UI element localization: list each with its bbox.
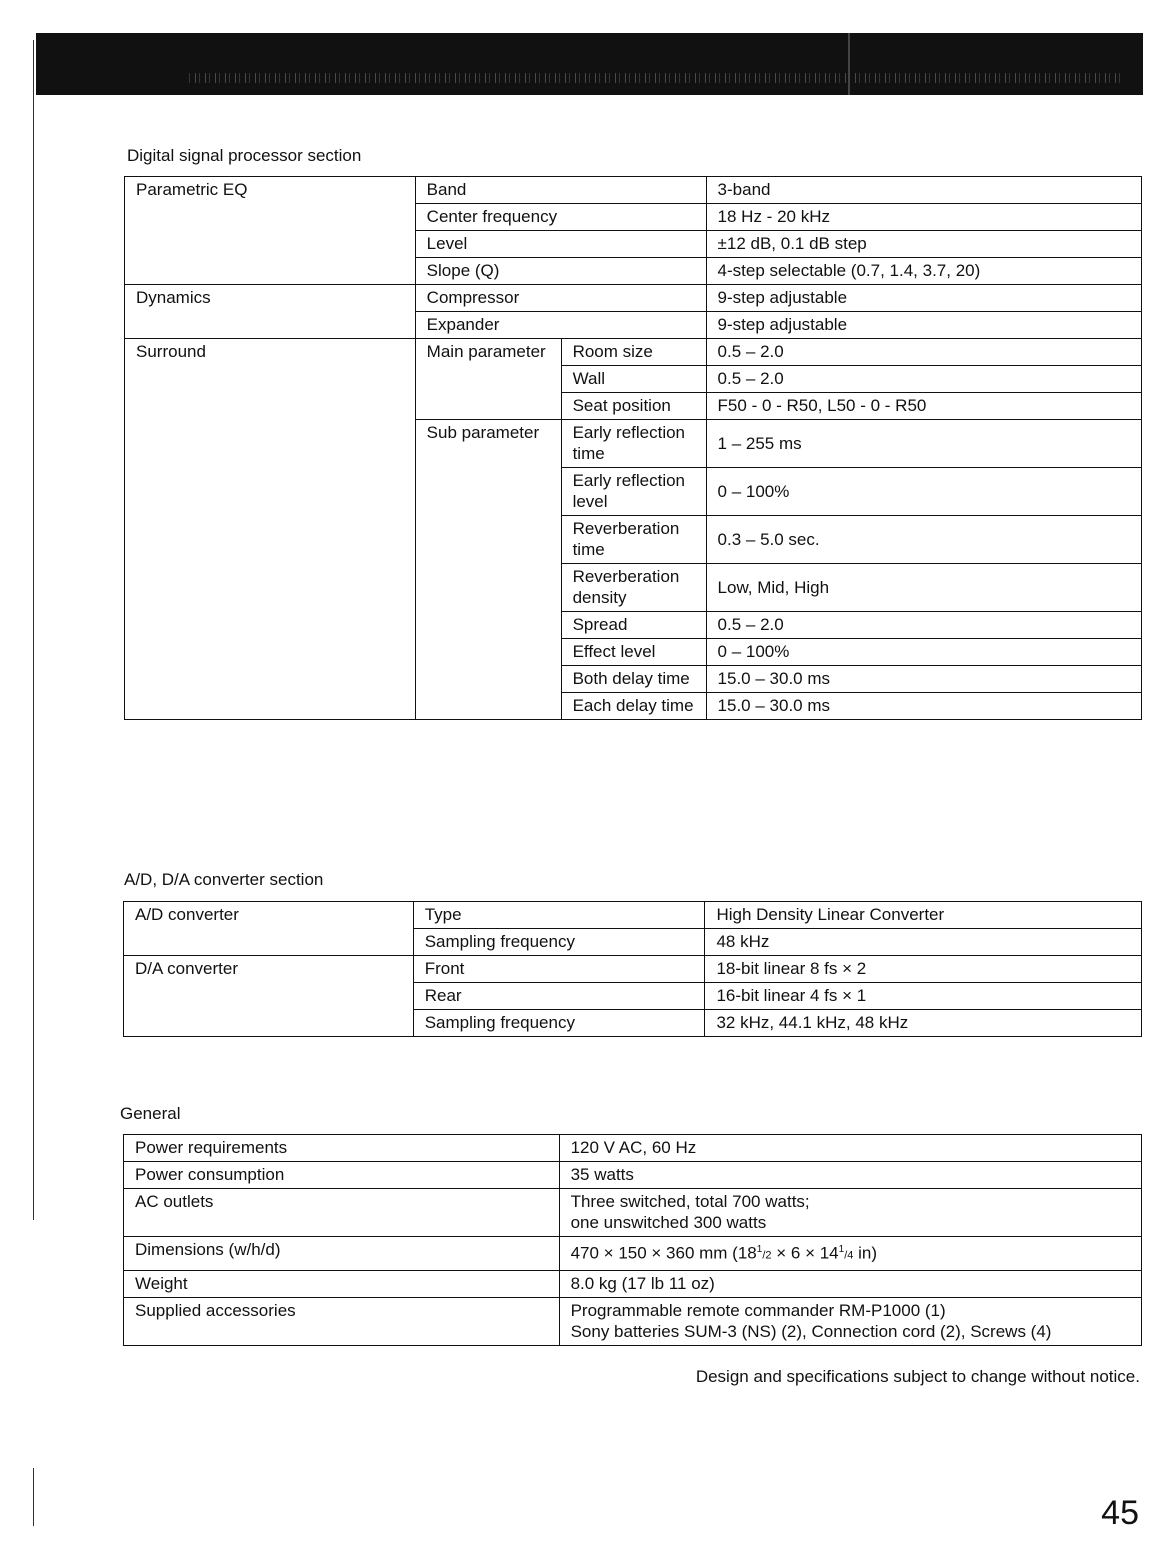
row-label: Dimensions (w/h/d) (124, 1237, 560, 1271)
param-cell: Room size (561, 339, 706, 366)
value-cell: ±12 dB, 0.1 dB step (706, 231, 1141, 258)
value-cell (559, 1189, 1141, 1237)
value-line: Programmable remote commander RM-P1000 (1) (570, 1300, 946, 1320)
param-cell: Seat position (561, 393, 706, 420)
param-cell: Band (415, 177, 706, 204)
adda-section-title: A/D, D/A converter section (124, 870, 324, 889)
table-row (124, 956, 1142, 983)
table-row (124, 1162, 1142, 1189)
dimensions-text: in) (853, 1243, 878, 1263)
value-cell: F50 - 0 - R50, L50 - 0 - R50 (706, 393, 1141, 420)
param-cell: Front (413, 956, 705, 983)
value-cell: High Density Linear Converter (705, 902, 1142, 929)
param-cell: Early reflection level (561, 468, 706, 516)
param-cell: Compressor (415, 285, 706, 312)
row-label: Parametric EQ (125, 177, 416, 285)
table-row (124, 1237, 1142, 1271)
value-cell: 0.5 – 2.0 (706, 339, 1141, 366)
value-cell: 16-bit linear 4 fs × 1 (705, 983, 1142, 1010)
param-cell: Type (413, 902, 705, 929)
param-cell: Early reflection time (561, 420, 706, 468)
footnote: Design and specifications subject to change without notice. (695, 1367, 1140, 1386)
value-cell: 0.5 – 2.0 (706, 612, 1141, 639)
value-cell: 15.0 – 30.0 ms (706, 666, 1141, 693)
fraction-denominator: /4 (844, 1249, 854, 1262)
value-cell: 9-step adjustable (706, 285, 1141, 312)
dsp-table (124, 176, 1142, 720)
param-cell: Each delay time (561, 693, 706, 720)
table-row (124, 1189, 1142, 1237)
value-cell: 120 V AC, 60 Hz (559, 1135, 1141, 1162)
left-margin-line-bottom (33, 1468, 34, 1526)
dsp-section-title: Digital signal processor section (127, 146, 362, 165)
row-label: A/D converter (124, 902, 414, 956)
general-section-title: General (120, 1104, 181, 1123)
table-row (125, 285, 1142, 312)
header-bar (36, 33, 1143, 95)
row-label: AC outlets (124, 1189, 560, 1237)
value-cell: 35 watts (559, 1162, 1141, 1189)
fraction-numerator: 1 (838, 1244, 845, 1255)
group-label: Sub parameter (415, 420, 561, 720)
table-row (124, 902, 1142, 929)
value-line: one unswitched 300 watts (570, 1213, 767, 1232)
row-label: Dynamics (125, 285, 416, 339)
table-row (124, 1270, 1142, 1297)
param-cell: Reverberation time (561, 516, 706, 564)
value-line: Sony batteries SUM-3 (NS) (2), Connection cord (2), Screws (4) (570, 1321, 1052, 1341)
fraction-numerator: 1 (756, 1244, 763, 1255)
row-label: Power consumption (124, 1162, 560, 1189)
param-cell: Level (415, 231, 706, 258)
param-cell: Center frequency (415, 204, 706, 231)
value-cell (559, 1237, 1141, 1271)
table-row (124, 1297, 1142, 1345)
value-cell: 48 kHz (705, 929, 1142, 956)
param-cell: Both delay time (561, 666, 706, 693)
param-cell: Effect level (561, 639, 706, 666)
param-cell: Slope (Q) (415, 258, 706, 285)
value-cell: 4-step selectable (0.7, 1.4, 3.7, 20) (706, 258, 1141, 285)
param-cell: Expander (415, 312, 706, 339)
value-cell: 0.5 – 2.0 (706, 366, 1141, 393)
row-label: Power requirements (124, 1135, 560, 1162)
value-line: Three switched, total 700 watts; (570, 1192, 810, 1211)
page-number: 45 (1101, 1494, 1139, 1532)
param-cell: Wall (561, 366, 706, 393)
value-cell: 0 – 100% (706, 468, 1141, 516)
table-row (125, 339, 1142, 366)
row-label: Supplied accessories (124, 1297, 560, 1345)
group-label: Main parameter (415, 339, 561, 420)
row-label: D/A converter (124, 956, 414, 1037)
general-table (123, 1134, 1142, 1346)
value-cell: 18-bit linear 8 fs × 2 (705, 956, 1142, 983)
value-cell: 0 – 100% (706, 639, 1141, 666)
param-cell: Sampling frequency (413, 929, 705, 956)
dimensions-text: × 6 × 14 (771, 1243, 839, 1263)
value-cell: Low, Mid, High (706, 564, 1141, 612)
value-cell: 3-band (706, 177, 1141, 204)
dimensions-text: 470 × 150 × 360 mm (18 (570, 1243, 757, 1263)
value-cell (559, 1297, 1141, 1345)
header-texture (186, 73, 1123, 83)
value-cell: 1 – 255 ms (706, 420, 1141, 468)
value-cell: 9-step adjustable (706, 312, 1141, 339)
table-row (124, 1135, 1142, 1162)
adda-table (123, 901, 1142, 1037)
value-cell: 0.3 – 5.0 sec. (706, 516, 1141, 564)
value-cell: 18 Hz - 20 kHz (706, 204, 1141, 231)
param-cell: Rear (413, 983, 705, 1010)
left-margin-line (33, 40, 34, 1220)
row-label: Surround (125, 339, 416, 720)
value-cell: 32 kHz, 44.1 kHz, 48 kHz (705, 1010, 1142, 1037)
row-label: Weight (124, 1270, 560, 1297)
param-cell: Sampling frequency (413, 1010, 705, 1037)
param-cell: Reverberation density (561, 564, 706, 612)
fraction-denominator: /2 (762, 1249, 772, 1262)
table-row (125, 177, 1142, 204)
param-cell: Spread (561, 612, 706, 639)
value-cell: 15.0 – 30.0 ms (706, 693, 1141, 720)
header-divider (848, 33, 850, 95)
value-cell: 8.0 kg (17 lb 11 oz) (559, 1270, 1141, 1297)
